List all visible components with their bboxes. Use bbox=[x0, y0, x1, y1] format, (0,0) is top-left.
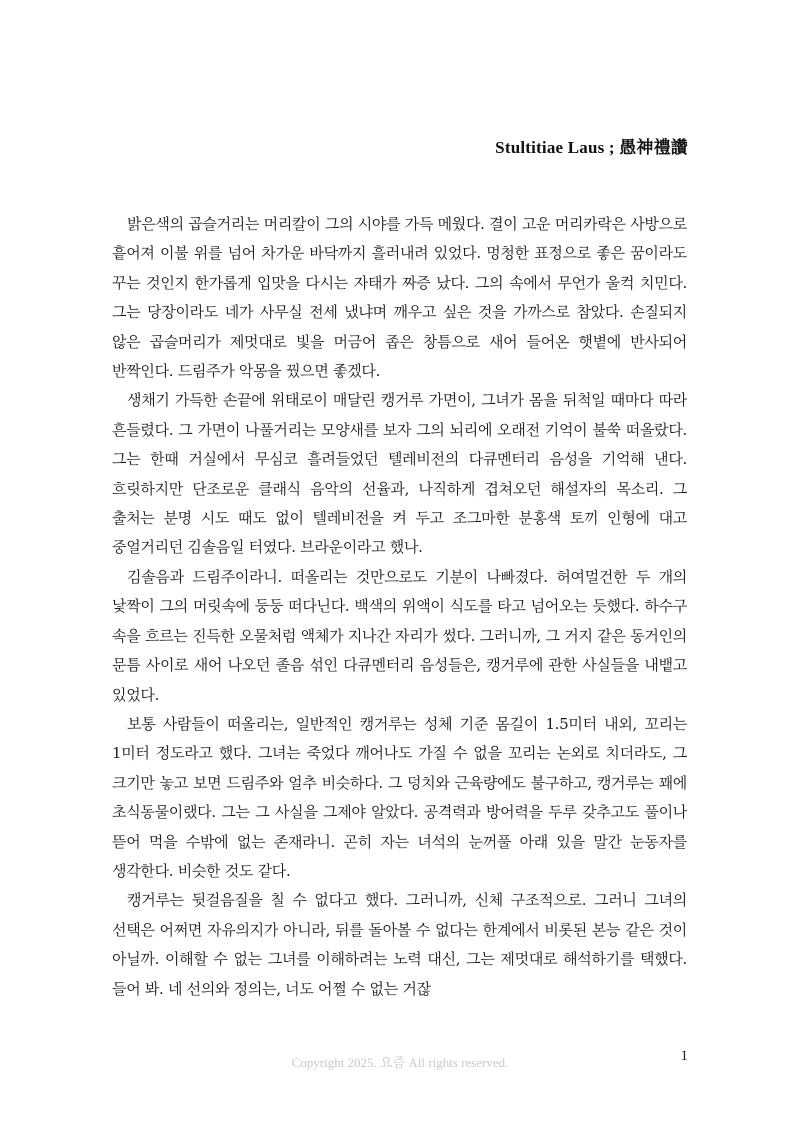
paragraph: 밝은색의 곱슬거리는 머리칼이 그의 시야를 가득 메웠다. 결이 고운 머리카락은 사방으로 흩어져 이불 위를 넘어 차가운 바닥까지 흘러내려 있었다. 멍청한 표정으로 좋은 꿈이라도 꾸는 것인지 한가롭게 입맛을 다시는 자태가 짜증 났다. 그의 속에서 무언가 울컥 치민다. 그는 당장이라도 네가 사무실 전세 냈냐며 깨우고 싶은 것을 가까스로 참았다. 손질되지 않은 곱슬머리가 제멋대로 빛을 머금어 좁은 창틈으로 새어 들어온 햇볕에 반사되어 반짝인다. 드림주가 악몽을 꿨으면 좋겠다. bbox=[112, 215, 687, 381]
paragraph: 캥거루는 뒷걸음질을 칠 수 없다고 했다. 그러니까, 신체 구조적으로. 그러니 그녀의 선택은 어쩌면 자유의지가 아니라, 뒤를 돌아볼 수 없다는 한계에서 비롯된 본능 같은 것이 아닐까. 이해할 수 없는 그녀를 이해하려는 노력 대신, 그는 제멋대로 해석하기를 택했다. 들어 봐. 네 선의와 정의는, 너도 어쩔 수 없는 거잖 bbox=[112, 891, 687, 998]
page-number: 1 bbox=[680, 1048, 688, 1064]
footer-copyright: Copyright 2025. 요즘 All rights reserved. bbox=[291, 1055, 509, 1070]
page-header-title: Stultitiae Laus ; 愚神禮讚 bbox=[495, 138, 688, 157]
paragraph: 생채기 가득한 손끝에 위태로이 매달린 캥거루 가면이, 그녀가 몸을 뒤척일 때마다 따라 흔들렸다. 그 가면이 나풀거리는 모양새를 보자 그의 뇌리에 오래전 기억이 불쑥 떠올랐다. 그는 한때 거실에서 무심코 흘려들었던 텔레비전의 다큐멘터리 음성을 기억해 낸다. 흐릿하지만 단조로운 클래식 음악의 선율과, 나직하게 겹쳐오던 해설자의 목소리. 그 출처는 분명 시도 때도 없이 텔레비전을 켜 두고 조그마한 분홍색 토끼 인형에 대고 중얼거리던 김솔음일 터였다. 브라운이라고 했나. bbox=[112, 391, 687, 557]
body-text bbox=[112, 210, 687, 1004]
paragraph: 김솔음과 드림주이라니. 떠올리는 것만으로도 기분이 나빠졌다. 허여멀건한 두 개의 낯짝이 그의 머릿속에 둥둥 떠다닌다. 백색의 위액이 식도를 타고 넘어오는 듯했다. 하수구 속을 흐르는 진득한 오물처럼 액체가 지나간 자리가 썼다. 그러니까, 그 거지 같은 동거인의 문틈 사이로 새어 나오던 졸음 섞인 다큐멘터리 음성들은, 캥거루에 관한 사실들을 내뱉고 있었다. bbox=[112, 567, 687, 704]
paragraph: 보통 사람들이 떠올리는, 일반적인 캥거루는 성체 기준 몸길이 1.5미터 내외, 꼬리는 1미터 정도라고 했다. 그녀는 죽었다 깨어나도 가질 수 없을 꼬리는 논외로 치더라도, 그 크기만 놓고 보면 드림주와 얼추 비슷하다. 그 덩치와 근육량에도 불구하고, 캥거루는 꽤에 초식동물이랬다. 그는 그 사실을 그제야 알았다. 공격력과 방어력을 두루 갖추고도 풀이나 뜯어 먹을 수밖에 없는 존재라니. 곤히 자는 녀석의 눈꺼풀 아래 있을 말간 눈동자를 생각한다. 비슷한 것도 같다. bbox=[112, 714, 687, 880]
